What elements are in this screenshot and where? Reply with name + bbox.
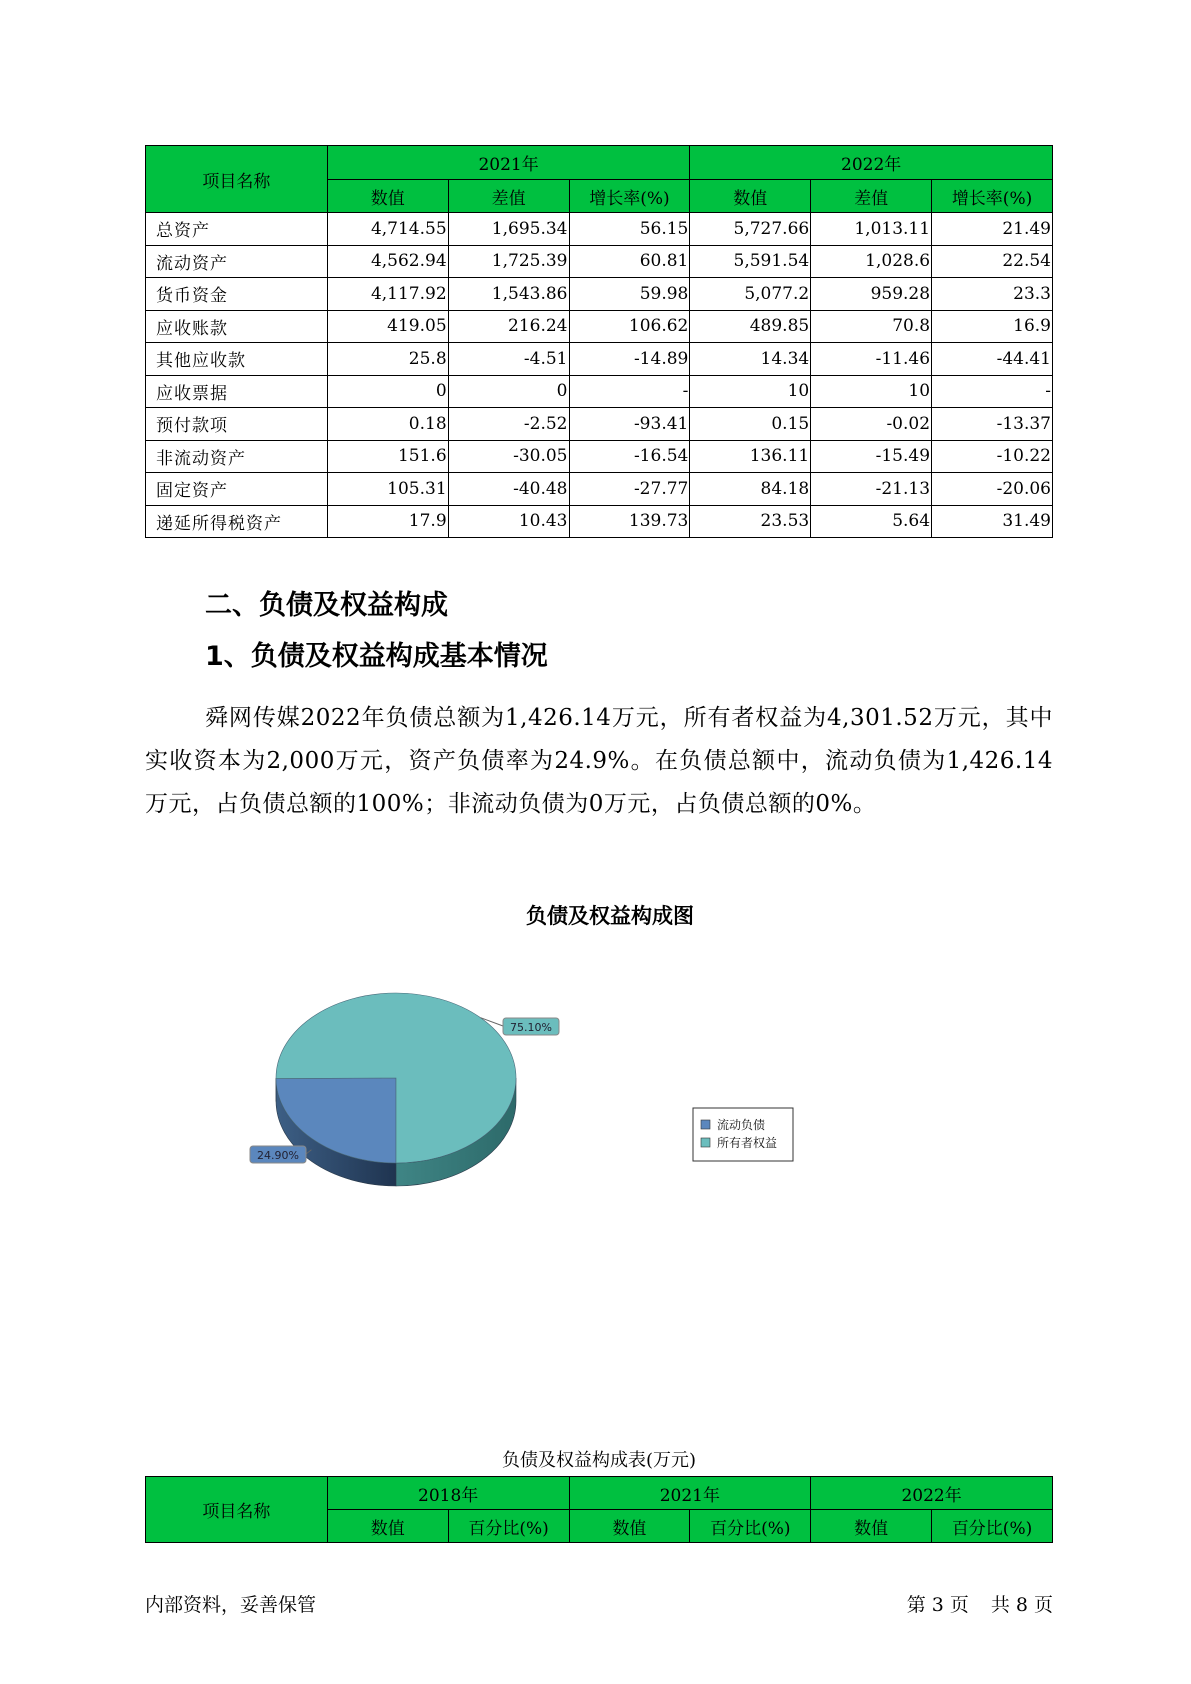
header-item-name: 项目名称 [146,1477,328,1543]
header-diff: 差值 [811,180,932,213]
summary-paragraph: 舜网传媒2022年负债总额为1,426.14万元，所有者权益为4,301.52万元，其中实收资本为2,000万元，资产负债率为24.9%。在负债总额中，流动负债为1,426.14万元，占负债总额的100%；非流动负债为0万元，占负债总额的0%。 [145,705,1053,817]
table-row [146,505,1053,538]
row-label: 应收票据 [146,375,328,408]
row-value: 106.62 [569,310,690,343]
page-num: 3 [931,1594,944,1616]
row-value: -27.77 [569,473,690,506]
row-label: 递延所得税资产 [146,505,328,538]
row-value: 10 [811,375,932,408]
row-value: 17.9 [327,505,448,538]
table-row [146,375,1053,408]
header-value: 数值 [811,1510,932,1543]
row-value: 151.6 [327,440,448,473]
row-value: - [932,375,1053,408]
row-value: -40.48 [448,473,569,506]
row-label: 应收账款 [146,310,328,343]
pie-chart [240,900,980,1240]
header-value: 数值 [569,1510,690,1543]
total-prefix: 共 [990,1594,1010,1616]
row-value: 139.73 [569,505,690,538]
row-label: 预付款项 [146,408,328,441]
data-label: 75.10% [510,1021,552,1034]
row-value: 5.64 [811,505,932,538]
row-value: -15.49 [811,440,932,473]
row-value: 1,543.86 [448,278,569,311]
row-value: 5,591.54 [690,245,811,278]
header-growth: 增长率(%) [569,180,690,213]
table-row [146,213,1053,246]
row-value: 10.43 [448,505,569,538]
row-value: 1,013.11 [811,213,932,246]
row-value: 4,714.55 [327,213,448,246]
row-value: -93.41 [569,408,690,441]
row-value: 216.24 [448,310,569,343]
row-value: -2.52 [448,408,569,441]
header-year-2022: 2022年 [690,146,1053,180]
table-row [146,473,1053,506]
row-value: 0 [448,375,569,408]
legend-swatch [701,1120,710,1129]
row-value: 25.8 [327,343,448,376]
table-row [146,408,1053,441]
header-value: 数值 [327,1510,448,1543]
asset-table [145,145,1053,538]
row-value: 0 [327,375,448,408]
page-mid: 页 [949,1594,969,1616]
row-value: -13.37 [932,408,1053,441]
header-year-2021: 2021年 [569,1477,811,1510]
table-caption: 负债及权益构成表(万元) [501,1450,697,1471]
table-row [146,440,1053,473]
row-value: 1,028.6 [811,245,932,278]
total-num: 8 [1015,1594,1028,1616]
legend-box [693,1108,793,1161]
header-year-2018: 2018年 [327,1477,569,1510]
row-value: 5,077.2 [690,278,811,311]
row-value: 59.98 [569,278,690,311]
row-value: -11.46 [811,343,932,376]
row-value: 31.49 [932,505,1053,538]
header-item-name: 项目名称 [146,146,328,213]
data-label: 24.90% [257,1149,299,1162]
sub-heading: 1、负债及权益构成基本情况 [205,641,548,672]
row-value: 4,562.94 [327,245,448,278]
row-value: -20.06 [932,473,1053,506]
row-value: 23.3 [932,278,1053,311]
row-value: -4.51 [448,343,569,376]
row-value: 489.85 [690,310,811,343]
row-value: 136.11 [690,440,811,473]
row-value: - [569,375,690,408]
header-value: 数值 [327,180,448,213]
legend-swatch [701,1138,710,1147]
header-year-2022: 2022年 [811,1477,1053,1510]
row-value: 56.15 [569,213,690,246]
header-percent: 百分比(%) [932,1510,1053,1543]
table-row [146,278,1053,311]
pie-svg [240,900,980,1240]
header-growth: 增长率(%) [932,180,1053,213]
legend-label: 流动负债 [717,1118,766,1132]
row-value: 21.49 [932,213,1053,246]
total-suffix: 页 [1033,1594,1053,1616]
footer-page-number [901,1590,1053,1617]
chart-title: 负债及权益构成图 [526,904,694,928]
row-value: 959.28 [811,278,932,311]
row-value: -14.89 [569,343,690,376]
row-value: -21.13 [811,473,932,506]
header-percent: 百分比(%) [690,1510,811,1543]
row-value: -16.54 [569,440,690,473]
row-label: 其他应收款 [146,343,328,376]
row-label: 固定资产 [146,473,328,506]
row-value: 70.8 [811,310,932,343]
row-value: 5,727.66 [690,213,811,246]
footer-confidential: 内部资料，妥善保管 [145,1594,317,1616]
row-value: -44.41 [932,343,1053,376]
row-value: 16.9 [932,310,1053,343]
table-row [146,343,1053,376]
row-label: 非流动资产 [146,440,328,473]
row-value: 22.54 [932,245,1053,278]
row-value: 1,725.39 [448,245,569,278]
header-year-2021: 2021年 [327,146,690,180]
row-value: -10.22 [932,440,1053,473]
row-label: 货币资金 [146,278,328,311]
section-heading: 二、负债及权益构成 [205,590,448,621]
row-value: 4,117.92 [327,278,448,311]
legend [693,1108,793,1161]
row-value: 23.53 [690,505,811,538]
row-label: 总资产 [146,213,328,246]
page-prefix: 第 [906,1594,926,1616]
table-row [146,245,1053,278]
table-row [146,310,1053,343]
row-value: 10 [690,375,811,408]
row-value: 0.15 [690,408,811,441]
row-value: 1,695.34 [448,213,569,246]
structure-table [145,1476,1053,1543]
header-diff: 差值 [448,180,569,213]
asset-table-body [146,213,1053,538]
row-value: 60.81 [569,245,690,278]
row-value: 419.05 [327,310,448,343]
row-label: 流动资产 [146,245,328,278]
header-value: 数值 [690,180,811,213]
row-value: -30.05 [448,440,569,473]
legend-label: 所有者权益 [717,1136,778,1150]
row-value: -0.02 [811,408,932,441]
row-value: 105.31 [327,473,448,506]
row-value: 0.18 [327,408,448,441]
row-value: 14.34 [690,343,811,376]
row-value: 84.18 [690,473,811,506]
header-percent: 百分比(%) [448,1510,569,1543]
